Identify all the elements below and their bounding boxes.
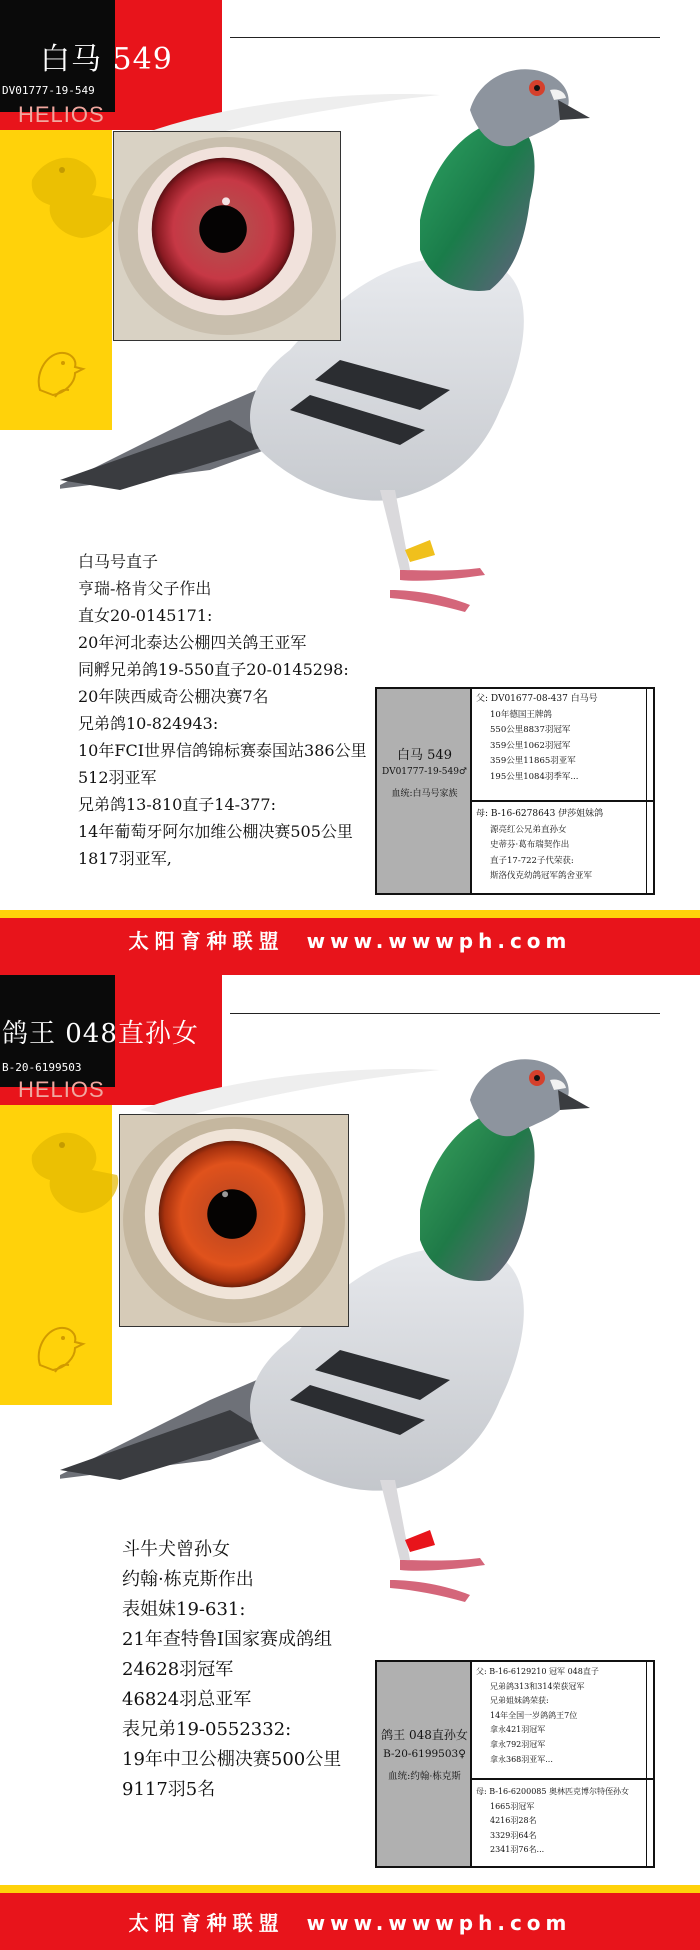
pedigree-name: 鸽王 048直孙女 (381, 1728, 468, 1742)
dam-row: 母: B-16-6200085 奥林匹克博尔特侄孙女 (476, 1787, 630, 1796)
pedigree-dam (472, 1782, 653, 1866)
footer-brand (0, 925, 700, 954)
pedigree-parents (472, 1662, 653, 1866)
description-line: 19年中卫公棚决赛500公里 (122, 1749, 342, 1770)
pedigree-subject (377, 689, 472, 893)
pigeon-title: 白马 549 (40, 42, 173, 77)
dam-row: 母: B-16-6278643 伊莎姐妹鸽 (476, 809, 604, 819)
description-line: 表姐妹19-631: (122, 1599, 246, 1620)
footer-stripe (0, 1885, 700, 1893)
description-line: 10年FCI世界信鸽锦标赛泰国站386公里 (78, 741, 367, 760)
description-line: 1817羽亚军, (78, 849, 172, 868)
pedigree-table (375, 1660, 655, 1868)
sire-row: 359公里1062羽冠军 (490, 740, 571, 751)
pedigree-bloodline: 血统:白马号家族 (391, 789, 458, 799)
dam-row: 1665羽冠军 (490, 1801, 535, 1811)
pedigree-table (375, 687, 655, 895)
description-line: 20年河北泰达公棚四关鸽王亚军 (78, 633, 307, 652)
sire-row: 兄弟姐妹鸽荣获: (490, 1696, 549, 1706)
ring-number: DV01777-19-549 (0, 82, 115, 100)
description-line: 约翰·栋克斯作出 (122, 1569, 254, 1590)
description-line: 9117羽5名 (122, 1779, 216, 1800)
footer-url-link[interactable]: www.wwwph.com (306, 929, 572, 953)
pigeon-card-2 (0, 975, 700, 1950)
eye-photo (113, 131, 341, 341)
sire-row: 兄弟鸽313和314荣获冠军 (490, 1681, 585, 1691)
description-line: 亨瑞-格肯父子作出 (78, 579, 212, 598)
description-line: 46824羽总亚军 (122, 1689, 252, 1710)
dam-row: 斯洛伐克幼鸽冠军鸽舍亚军 (490, 871, 593, 881)
description-line: 21年查特鲁I国家赛成鸽组 (122, 1629, 333, 1650)
sire-row: 195公里1084羽季军... (490, 771, 579, 782)
pedigree-dam (472, 804, 653, 893)
sire-row: 拿永368羽亚军... (490, 1754, 553, 1764)
pigeon-title: 鸽王 048直孙女 (2, 1019, 199, 1049)
sire-row: 父: DV01677-08-437 白马号 (476, 694, 598, 704)
sire-row: 359公里11865羽亚军 (490, 756, 576, 766)
pedigree-bloodline: 血统:约翰·栋克斯 (388, 1771, 461, 1782)
dam-row: 3329羽64名 (490, 1830, 537, 1840)
pedigree-subject (377, 1662, 472, 1866)
description-line: 兄弟鸽13-810直子14-377: (78, 795, 277, 814)
pedigree-ring: DV01777-19-549♂ (382, 767, 467, 777)
footer-url-link[interactable]: www.wwwph.com (306, 1911, 572, 1935)
sire-row: 550公里8837羽冠军 (490, 725, 571, 735)
pedigree-ring: B-20-6199503♀ (383, 1748, 466, 1760)
pedigree-name: 白马 549 (397, 748, 452, 763)
helios-watermark: HELIOS (18, 1077, 105, 1102)
description-line: 白马号直子 (78, 552, 159, 571)
dam-row: 史蒂芬·葛布瑞契作出 (490, 840, 570, 850)
sire-row: 10年德国王牌鸽 (490, 709, 552, 720)
description-line: 同孵兄弟鸽19-550直子20-0145298: (78, 660, 349, 679)
header-rule (230, 1013, 660, 1014)
description-line: 表兄弟19-0552332: (122, 1719, 292, 1740)
description-line: 直女20-0145171: (78, 606, 213, 625)
footer-brand-name: 太阳育种联盟 (128, 1911, 285, 1935)
pedigree-sire (472, 689, 653, 802)
sire-row: 拿永792羽冠军 (490, 1739, 546, 1749)
pedigree-sire (472, 1662, 653, 1780)
description-line: 24628羽冠军 (122, 1659, 234, 1680)
sire-row: 拿永421羽冠军 (490, 1725, 546, 1735)
header-rule (230, 37, 660, 38)
description-line: 14年葡萄牙阿尔加维公棚决赛505公里 (78, 822, 353, 841)
description-list (78, 548, 378, 872)
description-line: 20年陕西威奇公棚决赛7名 (78, 687, 269, 706)
description-line: 512羽亚军 (78, 768, 157, 787)
ring-number: B-20-6199503 (0, 1059, 115, 1077)
pedigree-parents (472, 689, 653, 893)
dam-row: 2341羽76名... (490, 1845, 545, 1855)
description-line: 斗牛犬曾孙女 (122, 1539, 230, 1560)
footer-brand (0, 1907, 700, 1936)
dam-row: 源亮红公兄弟直孙女 (490, 824, 567, 835)
dam-row: 直子17-722子代荣获: (490, 855, 574, 866)
footer-brand-name: 太阳育种联盟 (128, 929, 285, 953)
footer-stripe (0, 910, 700, 918)
sire-row: 父: B-16-6129210 冠军 048直子 (476, 1667, 599, 1676)
description-line: 兄弟鸽10-824943: (78, 714, 219, 733)
dam-row: 4216羽28名 (490, 1816, 537, 1826)
eye-photo (119, 1114, 349, 1327)
helios-watermark: HELIOS (18, 102, 105, 127)
sire-row: 14年全国一岁鸽鸽王7位 (490, 1710, 578, 1720)
